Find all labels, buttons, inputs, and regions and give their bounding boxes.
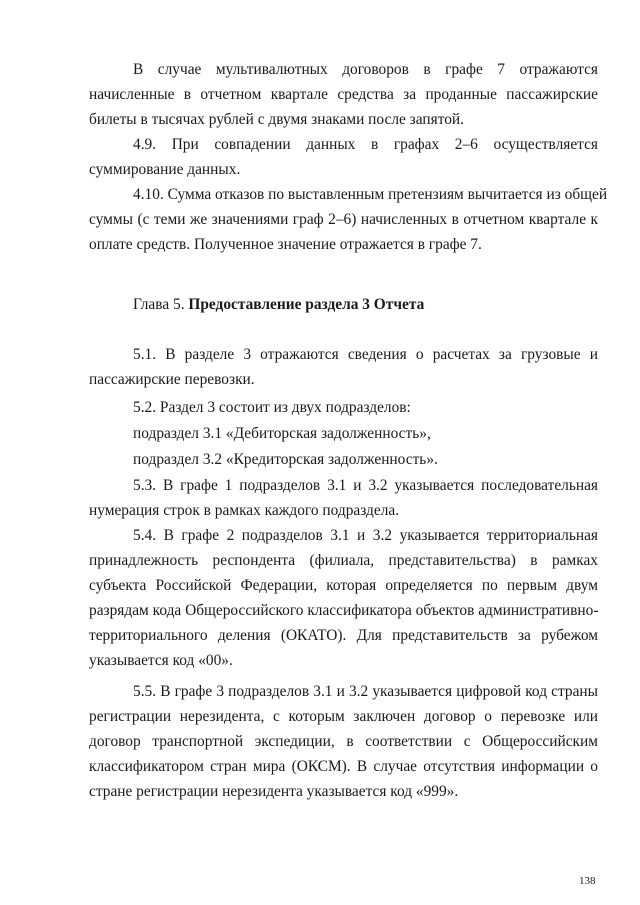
text-line: суммирование данных.: [89, 161, 241, 178]
text-line: принадлежность респондента (филиала, представительства) в рамках: [89, 552, 598, 569]
text-line: суммы (с теми же значениями граф 2–6) начисленных в отчетном квартале к: [89, 211, 598, 228]
text-line: В случае мультивалютных договоров в графе 7 отражаются: [133, 61, 598, 78]
text-line: билеты в тысячах рублей с двумя знаками после запятой.: [89, 111, 465, 128]
paragraph-5-2: [133, 395, 598, 420]
chapter-prefix: Глава 5.: [133, 296, 189, 313]
paragraph-4-9: [89, 132, 598, 182]
text-line: 4.10. Сумма отказов по выставленным претензиям вычитается из общей: [133, 186, 608, 203]
text-line: территориального деления (ОКАТО). Для представительств за рубежом: [89, 627, 598, 644]
text-line: 5.1. В разделе 3 отражаются сведения о расчетах за грузовые и: [133, 346, 598, 363]
subsection-3-1: [133, 421, 598, 446]
paragraph-5-5: [89, 679, 598, 804]
text-line: 5.5. В графе 3 подразделов 3.1 и 3.2 указывается цифровой код страны: [133, 683, 598, 700]
page-number: 138: [579, 875, 596, 887]
text-line: 4.9. При совпадении данных в графах 2–6 осуществляется: [133, 136, 598, 153]
text-line: классификатором стран мира (ОКСМ). В случае отсутствия информации о: [89, 758, 598, 775]
paragraph-multicurrency: [89, 57, 598, 132]
paragraph-5-3: [89, 473, 598, 523]
text-line: субъекта Российской Федерации, которая определяется по первым двум: [89, 577, 598, 594]
text-line: подраздел 3.1 «Дебиторская задолженность»,: [133, 425, 431, 442]
text-line: договор транспортной экспедиции, в соответствии с Общероссийским: [89, 733, 598, 750]
text-line: подраздел 3.2 «Кредиторская задолженность».: [133, 451, 438, 468]
text-line: 5.4. В графе 2 подразделов 3.1 и 3.2 указывается территориальная: [133, 527, 598, 544]
text-line: регистрации нерезидента, с которым заключен договор о перевозке или: [89, 708, 598, 725]
paragraph-5-4: [89, 523, 599, 673]
text-line: разрядам кода Общероссийского классификатора объектов административно-: [89, 602, 599, 619]
text-line: 5.2. Раздел 3 состоит из двух подразделов:: [133, 399, 411, 416]
text-line: начисленные в отчетном квартале средства за проданные пассажирские: [89, 86, 598, 103]
text-line: оплате средств. Полученное значение отражается в графе 7.: [89, 236, 482, 253]
text-line: нумерация строк в рамках каждого подраздела.: [89, 502, 400, 519]
chapter-heading: [133, 292, 424, 317]
paragraph-5-1: [89, 342, 598, 392]
text-line: 5.3. В графе 1 подразделов 3.1 и 3.2 указывается последовательная: [133, 477, 598, 494]
text-line: пассажирские перевозки.: [89, 371, 255, 388]
subsection-3-2: [133, 447, 598, 472]
text-line: стране регистрации нерезидента указывается код «999».: [89, 783, 459, 800]
paragraph-4-10: [89, 182, 608, 257]
chapter-title: Предоставление раздела 3 Отчета: [188, 296, 425, 313]
text-line: указывается код «00».: [89, 652, 233, 669]
